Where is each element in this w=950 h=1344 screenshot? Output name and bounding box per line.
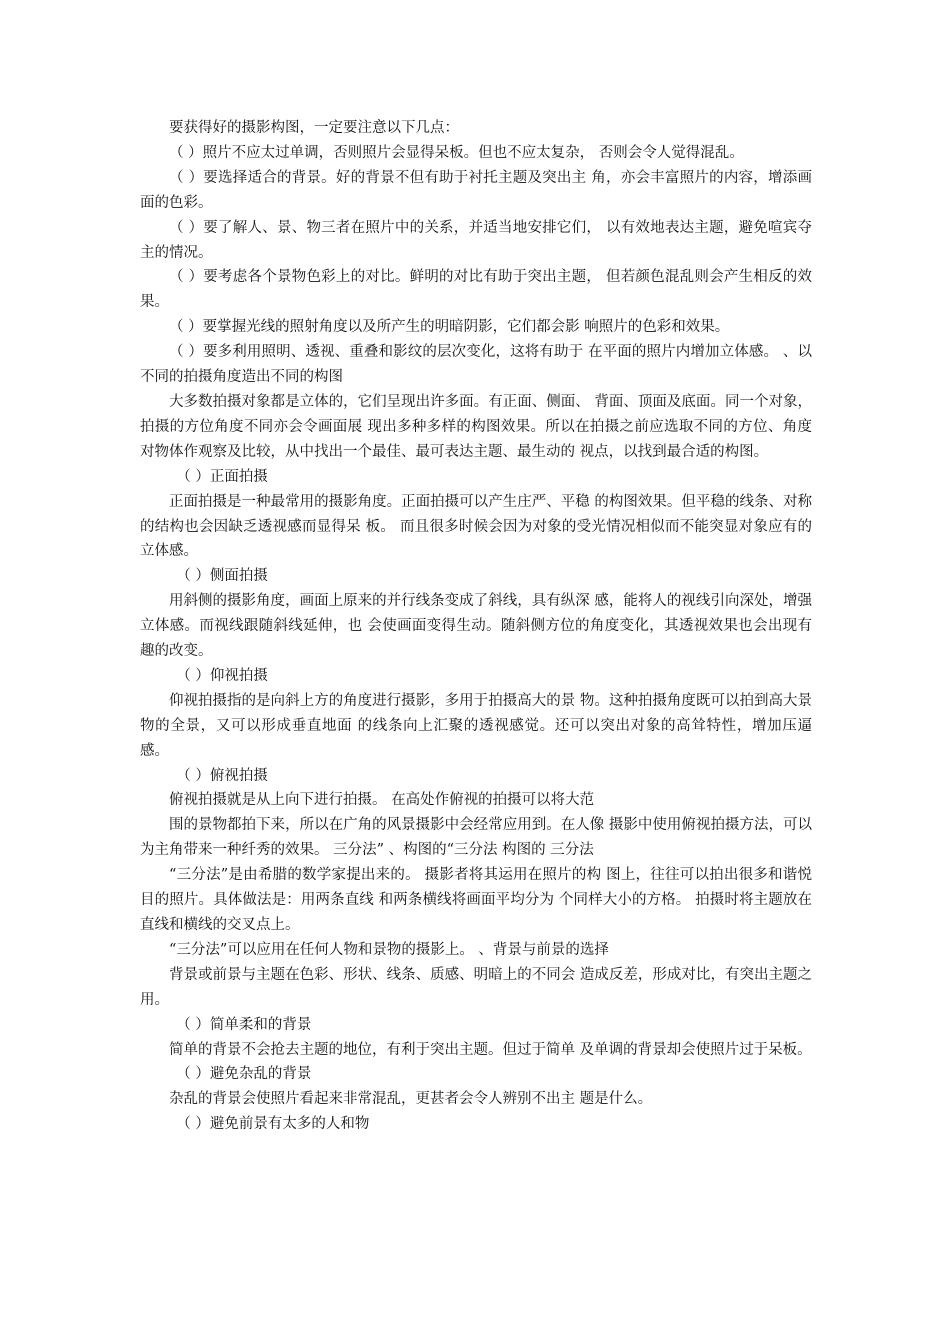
section-heading: （ ）避免杂乱的背景	[176, 1066, 312, 1083]
body-paragraph: （ ）要掌握光线的照射角度以及所产生的明暗阴影，它们都会影 响照片的色彩和效果。	[169, 319, 730, 336]
body-paragraph: 大多数拍摄对象都是立体的，它们呈现出许多面。有正面、侧面、 背面、顶面及底面。同一个对象，拍摄的方位角度不同亦会令画面展 现出多种多样的构图效果。所以在拍摄之前应选取不同的方位、角度 对物体作观察及比较，从中找出一个最佳、最可表达主题、最生动的 视点，以找到最合适的构图。	[140, 393, 812, 460]
section-heading: （ ）仰视拍摄	[176, 667, 268, 684]
body-paragraph: 杂乱的背景会使照片看起来非常混乱，更甚者会令人辨别不出主 题是什么。	[169, 1091, 653, 1108]
body-paragraph: （ ）要多利用照明、透视、重叠和影纹的层次变化，这将有助于 在平面的照片内增加立体感。 、以不同的拍摄角度造出不同的构图	[140, 344, 812, 386]
body-paragraph: 围的景物都拍下来，所以在广角的风景摄影中会经常应用到。在人像 摄影中使用俯视拍摄方法，可以为主角带来一种纤秀的效果。 三分法” 、构图的“三分法 构图的 三分法	[140, 817, 812, 859]
section-heading: （ ）简单柔和的背景	[176, 1016, 312, 1033]
body-paragraph: “三分法”是由希腊的数学家提出来的。 摄影者将其运用在照片的构 图上，往往可以拍出很多和谐悦目的照片。具体做法是：用两条直线 和两条横线将画面平均分为 个同样大小的方格。 拍摄时将主题放在 直线和横线的交叉点上。	[140, 867, 812, 933]
body-paragraph: （ ）照片不应太过单调，否则照片会显得呆板。但也不应太复杂， 否则会令人觉得混乱。	[169, 144, 744, 161]
body-paragraph: 正面拍摄是一种最常用的摄影角度。正面拍摄可以产生庄严、平稳 的构图效果。但平稳的线条、对称的结构也会因缺乏透视感而显得呆 板。 而且很多时候会因为对象的受光情况相似而不能突显对象应有的 立体感。	[140, 493, 812, 560]
body-paragraph: （ ）要了解人、景、物三者在照片中的关系，并适当地安排它们， 以有效地表达主题，避免喧宾夺主的情况。	[140, 219, 812, 261]
section-heading: （ ）俯视拍摄	[176, 767, 268, 784]
body-paragraph: （ ）要选择适合的背景。好的背景不但有助于衬托主题及突出主 角，亦会丰富照片的内容，增添画面的色彩。	[140, 169, 812, 211]
body-paragraph: 仰视拍摄指的是向斜上方的角度进行摄影，多用于拍摄高大的景 物。这种拍摄角度既可以拍到高大景物的全景，又可以形成垂直地面 的线条向上汇聚的透视感觉。还可以突出对象的高耸特性，增加压逼 感。	[140, 692, 812, 759]
section-heading: （ ）正面拍摄	[176, 468, 268, 485]
body-paragraph: 简单的背景不会抢去主题的地位，有利于突出主题。但过于简单 及单调的背景却会使照片过于呆板。	[169, 1041, 812, 1058]
body-paragraph: 用斜侧的摄影角度，画面上原来的并行线条变成了斜线，具有纵深 感，能将人的视线引向深处，增强立体感。而视线跟随斜线延伸，也 会使画面变得生动。随斜侧方位的角度变化，其透视效果也会出现有 趣的改变。	[140, 593, 812, 660]
body-paragraph: 要获得好的摄影构图，一定要注意以下几点：	[169, 120, 459, 136]
section-heading: （ ）侧面拍摄	[176, 568, 268, 585]
section-heading: （ ）避免前景有太多的人和物	[176, 1116, 370, 1133]
body-paragraph: 俯视拍摄就是从上向下进行拍摄。 在高处作俯视的拍摄可以将大范	[169, 792, 595, 809]
body-paragraph: （ ）要考虑各个景物色彩上的对比。鲜明的对比有助于突出主题， 但若颜色混乱则会产生相反的效果。	[140, 269, 812, 311]
body-paragraph: “三分法”可以应用在任何人物和景物的摄影上。 、背景与前景的选择	[169, 941, 609, 958]
body-paragraph: 背景或前景与主题在色彩、形状、线条、质感、明暗上的不同会 造成反差，形成对比，有突出主题之用。	[140, 966, 812, 1008]
document-body	[140, 116, 812, 1137]
